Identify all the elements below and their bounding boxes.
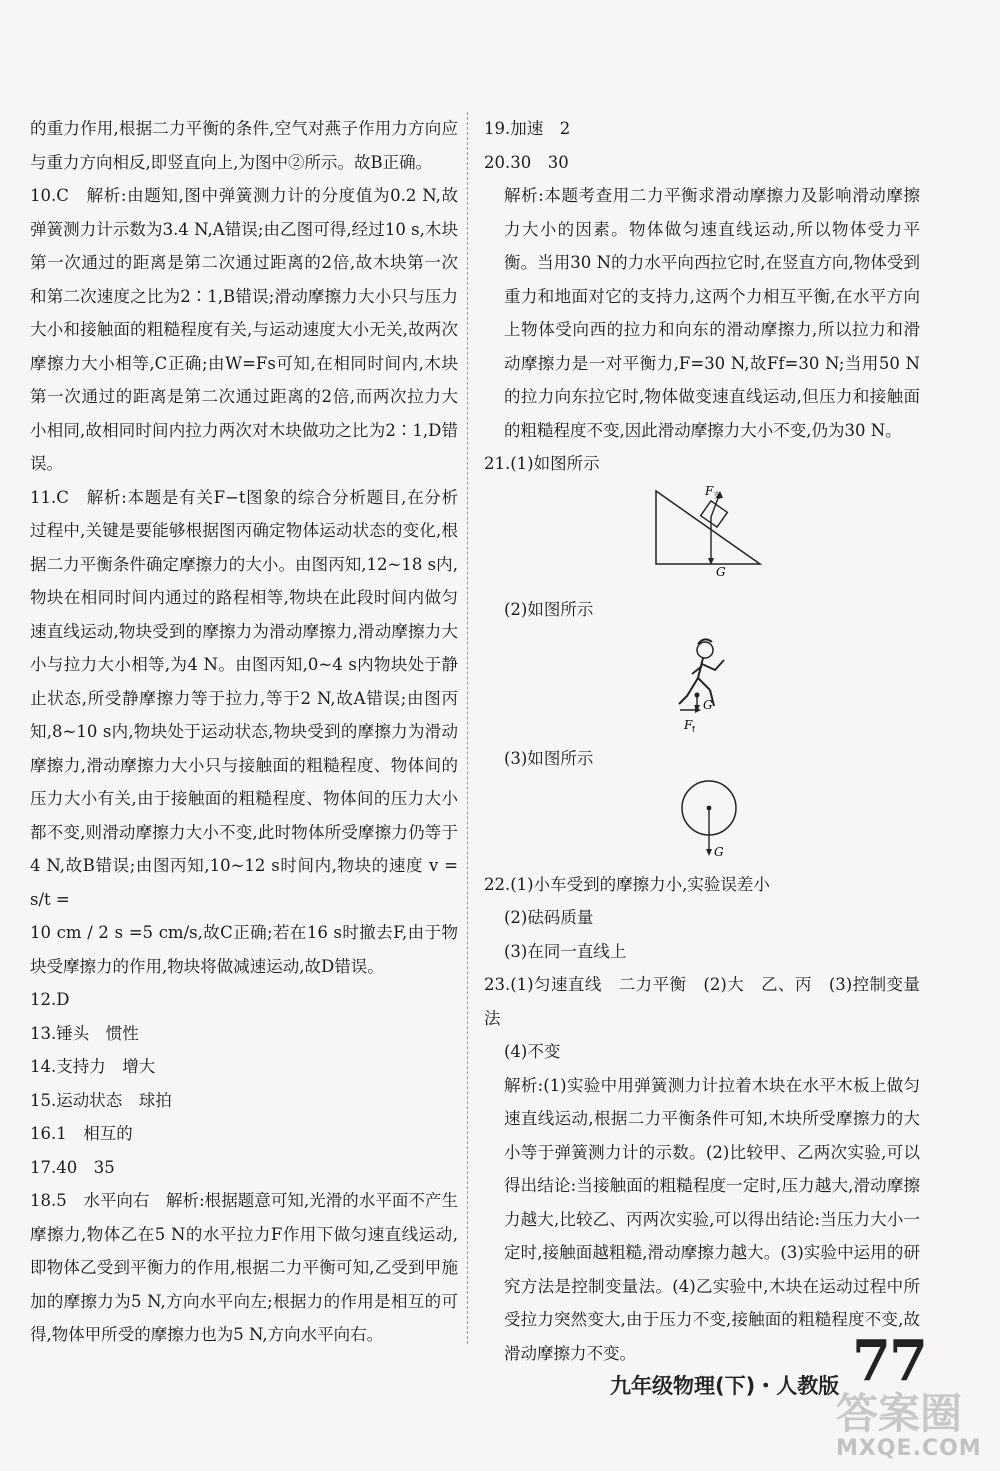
answer-21-3: (3)如图所示 xyxy=(504,749,594,768)
answer-22-3: (3)在同一直线上 xyxy=(504,941,627,961)
answer-22-1: 22.(1)小车受到的摩擦力小,实验误差小 xyxy=(484,874,770,894)
figure-circle xyxy=(484,776,920,868)
left-column xyxy=(30,112,458,1352)
label-f-sub: 支 xyxy=(713,490,721,500)
right-column xyxy=(484,112,920,1370)
incline-diagram xyxy=(484,481,920,593)
answer-23: 23.(1)匀速直线 二力平衡 (2)大 乙、丙 (3)控制变量法 xyxy=(484,975,920,1028)
label-f: F xyxy=(705,483,714,498)
watermark-url: MXQE.COM xyxy=(836,1436,982,1461)
answer-16: 16.1 相互的 xyxy=(30,1124,133,1143)
column-divider xyxy=(467,112,468,1344)
label-g: G xyxy=(714,844,724,859)
answer-21-2: (2)如图所示 xyxy=(504,599,594,619)
answer-11: 11.C 解析:本题是有关F−t图象的综合分析题目,在分析过程中,关键是要能够根据图丙确定物体运动状态的变化,根据二力平衡条件确定摩擦力的大小。由图丙知,12~18 s内,物块在相同时间内通过的路程相等,物块在此段时间内做匀速直线运动,物块受到的摩擦力为滑动摩擦力,滑动摩擦力大小与拉力大小相等,为4 N。由图丙知,0~4 s内物块处于静止状态,所受静摩擦力等于拉力,等于2 N,故A错误;由图丙知,8~10 s内,物块处于运动状态,物块受到的摩擦力为滑动摩擦力,滑动摩擦力大小只与接触面的粗糙程度、物体间的压力大小有关,由于接触面的粗糙程度、物体间的压力大小都不变,则滑动摩擦力大小不变,此时物体所受摩擦力仍等于4 N,故B错误;由图丙知,10~12 s时间内,物块的速度 v = s/t = xyxy=(30,487,458,909)
label-g: G xyxy=(703,698,713,712)
answer-12: 12.D xyxy=(30,990,70,1009)
answer-17: 17.40 35 xyxy=(30,1157,115,1177)
circle-diagram xyxy=(484,776,920,868)
answer-10: 10.C 解析:由题知,图中弹簧测力计的分度值为0.2 N,故弹簧测力计示数为3.4 N,A错误;由乙图可得,经过10 s,木块第一次通过的距离是第二次通过距离的2倍,故木块第一次和第二次速度之比为2∶1,B错误;滑动摩擦力大小只与压力大小和接触面的粗糙程度有关,与运动速度大小无关,故两次摩擦力大小相等,C正确;由W=Fs可知,在相同时间内,木块第一次通过的距离是第二次通过距离的2倍,而两次拉力大小相同,故相同时间内拉力两次对木块做功之比为2∶1,D错误。 xyxy=(30,186,458,473)
label-f: F xyxy=(684,718,693,732)
answer-15: 15.运动状态 球拍 xyxy=(30,1090,172,1110)
answer-13: 13.锤头 惯性 xyxy=(30,1023,139,1043)
answer-21-1: 21.(1)如图所示 xyxy=(484,454,600,473)
page-number: 77 xyxy=(852,1328,926,1394)
answer-20: 20.30 30 xyxy=(484,152,569,172)
watermark-text: 答案圈 xyxy=(836,1389,963,1438)
answer-14: 14.支持力 增大 xyxy=(30,1057,156,1076)
answer-11-cont: 10 cm / 2 s =5 cm/s,故C正确;若在16 s时撤去F,由于物块受摩擦力的作用,物块将做减速运动,故D错误。 xyxy=(30,923,458,976)
book-title: 九年级物理(下)・人教版 xyxy=(610,1374,840,1398)
answer-22-2: (2)砝码质量 xyxy=(504,908,594,927)
answer-9-continued: 的重力作用,根据二力平衡的条件,空气对燕子作用力方向应与重力方向相反,即竖直向上,为图中②所示。故B正确。 xyxy=(30,119,458,172)
answer-23-4: (4)不变 xyxy=(504,1042,561,1061)
label-f-sub: f xyxy=(692,725,695,734)
answer-23-analysis: 解析:(1)实验中用弹簧测力计拉着木块在水平木板上做匀速直线运动,根据二力平衡条件可知,木块所受摩擦力的大小等于弹簧测力计的示数。(2)比较甲、乙两次实验,可以得出结论:当接触面的粗糙程度一定时,压力越大,滑动摩擦力越大,比较乙、丙两次实验,可以得出结论:当压力大小一定时,接触面越粗糙,滑动摩擦力越大。(3)实验中运用的研究方法是控制变量法。(4)乙实验中,木块在运动过程中所受拉力突然变大,由于压力不变,接触面的粗糙程度不变,故滑动摩擦力不变。 xyxy=(504,1075,920,1363)
runner-diagram xyxy=(484,626,920,742)
figure-incline xyxy=(484,481,920,593)
answer-20-analysis: 解析:本题考查用二力平衡求滑动摩擦力及影响滑动摩擦力大小的因素。物体做匀速直线运动,所以物体受力平衡。当用30 N的力水平向西拉它时,在竖直方向,物体受到重力和地面对它的支持力,这两个力相互平衡,在水平方向上物体受向西的拉力和向东的滑动摩擦力,所以拉力和滑动摩擦力是一对平衡力,F=30 N,故Ff=30 N;当用50 N的拉力向东拉它时,物体做变速直线运动,但压力和接触面的粗糙程度不变,因此滑动摩擦力大小不变,仍为30 N。 xyxy=(504,186,920,440)
label-g: G xyxy=(716,564,726,579)
watermark xyxy=(836,1389,982,1461)
answer-18: 18.5 水平向右 解析:根据题意可知,光滑的水平面不产生摩擦力,物体乙在5 N的水平拉力F作用下做匀速直线运动,即物体乙受到平衡力的作用,根据二力平衡可知,乙受到甲施加的摩擦力为5 N,方向水平向左;根据力的作用是相互的可得,物体甲所受的摩擦力也为5 N,方向水平向右。 xyxy=(30,1191,458,1344)
answer-19: 19.加速 2 xyxy=(484,119,571,138)
figure-runner xyxy=(484,626,920,742)
